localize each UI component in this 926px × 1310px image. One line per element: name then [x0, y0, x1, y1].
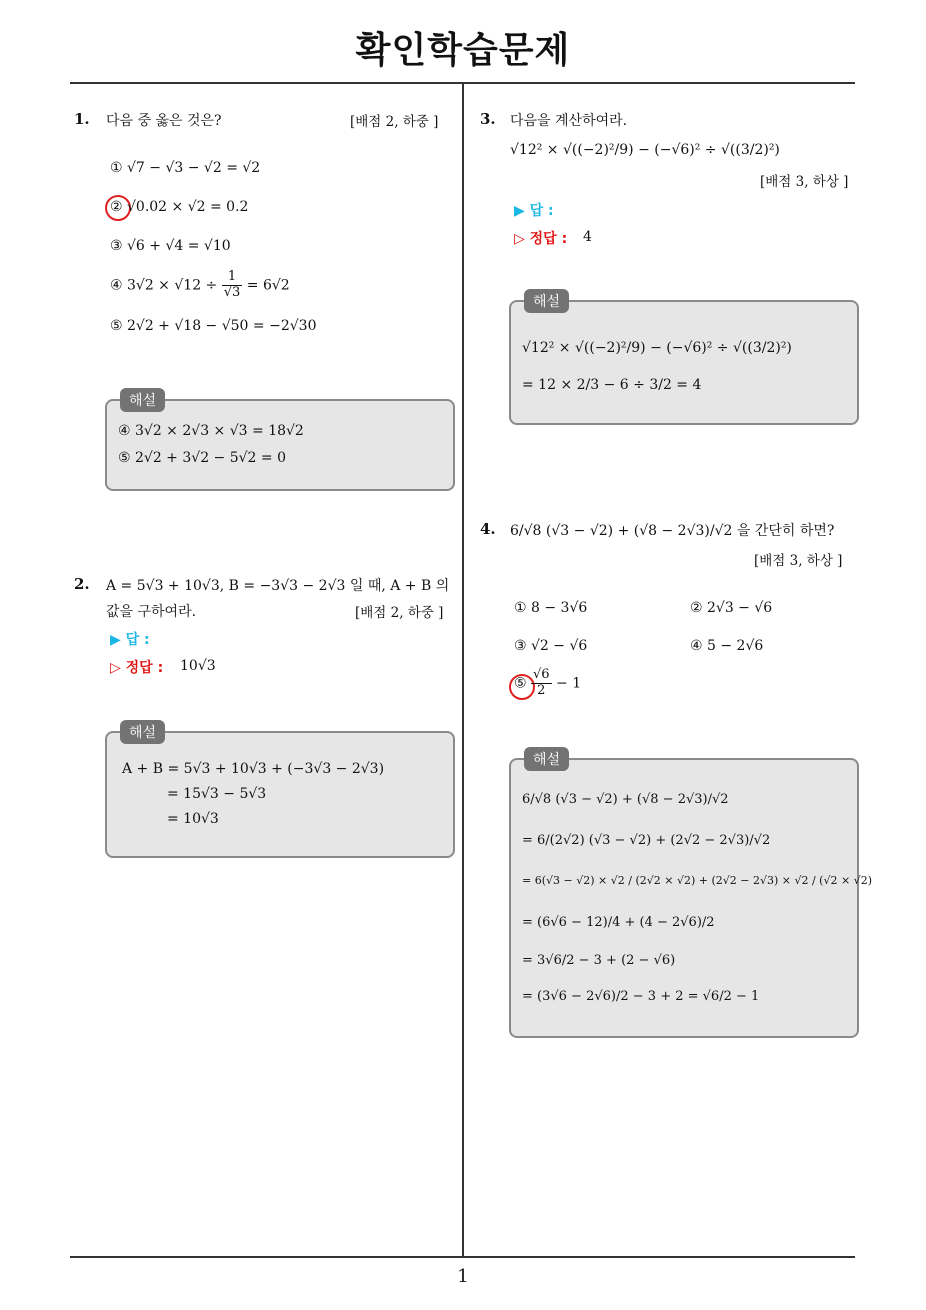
q1-choice-1[interactable]: ① √7 − √3 − √2 = √2	[110, 160, 261, 176]
q2-explanation-line-3: = 10√3	[167, 811, 219, 827]
q3-explanation-box	[509, 300, 859, 425]
q3-question: 다음을 계산하여라.	[510, 113, 628, 129]
q3-explanation-line-1: √12² × √((−2)²/9) − (−√6)² ÷ √((3/2)²)	[522, 340, 792, 356]
q3-explanation-line-2: = 12 × 2/3 − 6 ÷ 3/2 = 4	[522, 377, 702, 393]
q2-answer-label: ▶ 답 :	[110, 632, 150, 648]
q1-grade: [배점 2, 하중 ]	[350, 114, 439, 130]
q3-correct-value: 4	[583, 229, 592, 245]
q2-number: 2.	[74, 575, 90, 593]
page-number: 1	[457, 1266, 469, 1287]
q1-choice-4-fraction: $\frac{1}{√3}$	[223, 269, 241, 300]
q4-choice-5-fraction: $\frac{√6}{2}$	[533, 667, 550, 698]
q2-explanation-line-1: A + B = 5√3 + 10√3 + (−3√3 − 2√3)	[122, 761, 385, 777]
q1-explanation-line-2: ⑤ 2√2 + 3√2 − 5√2 = 0	[118, 450, 287, 466]
q4-choice-3[interactable]: ③ √2 − √6	[514, 638, 588, 654]
q1-choice-5[interactable]: ⑤ 2√2 + √18 − √50 = −2√30	[110, 318, 317, 334]
q2-question-line-2: 값을 구하여라.	[106, 604, 197, 620]
q4-choice-5-tail: − 1	[556, 675, 582, 692]
q4-explanation-line-2: = 6/(2√2) (√3 − √2) + (2√2 − 2√3)/√2	[522, 833, 771, 848]
q1-choice-4-tail: = 6√2	[246, 277, 290, 294]
q4-choice-1[interactable]: ① 8 − 3√6	[514, 600, 588, 616]
q1-number: 1.	[74, 110, 90, 128]
q1-choice-2[interactable]: ② √0.02 × √2 = 0.2	[110, 199, 249, 215]
q4-explanation-line-1: 6/√8 (√3 − √2) + (√8 − 2√3)/√2	[522, 792, 729, 807]
q2-grade: [배점 2, 하중 ]	[355, 605, 444, 621]
q2-correct-label: ▷ 정답 :	[110, 660, 164, 676]
q3-grade: [배점 3, 하상 ]	[760, 174, 849, 190]
q2-explanation-line-2: = 15√3 − 5√3	[167, 786, 267, 802]
q2-explanation-tag: 해설	[120, 720, 165, 744]
q3-expression: √12² × √((−2)²/9) − (−√6)² ÷ √((3/2)²)	[510, 142, 780, 158]
column-divider	[462, 84, 464, 1258]
q4-explanation-tag: 해설	[524, 747, 569, 771]
q4-choice-2[interactable]: ② 2√3 − √6	[690, 600, 773, 616]
q4-choice-5[interactable]	[514, 668, 581, 699]
q4-choice-5-num: ⑤	[514, 675, 527, 692]
q4-explanation-line-6: = (3√6 − 2√6)/2 − 3 + 2 = √6/2 − 1	[522, 989, 760, 1004]
q4-grade: [배점 3, 하상 ]	[754, 553, 843, 569]
q4-explanation-line-4: = (6√6 − 12)/4 + (4 − 2√6)/2	[522, 915, 715, 930]
q1-explanation-tag: 해설	[120, 388, 165, 412]
q2-explanation-box	[105, 731, 455, 858]
q4-explanation-line-5: = 3√6/2 − 3 + (2 − √6)	[522, 953, 676, 968]
q1-choice-3[interactable]: ③ √6 + √4 = √10	[110, 238, 231, 254]
q1-explanation-line-1: ④ 3√2 × 2√3 × √3 = 18√2	[118, 423, 304, 439]
q1-choice-4[interactable]	[110, 270, 290, 301]
q4-explanation-line-3: = 6(√3 − √2) × √2 / (2√2 × √2) + (2√2 − 2√3) × √2 / (√2 × √2)	[522, 874, 872, 887]
q4-number: 4.	[480, 520, 496, 538]
q3-correct-label: ▷ 정답 :	[514, 231, 568, 247]
q3-number: 3.	[480, 110, 496, 128]
footer-divider	[70, 1256, 855, 1258]
q1-question: 다음 중 옳은 것은?	[106, 113, 222, 129]
q1-explanation-box	[105, 399, 455, 491]
q3-explanation-tag: 해설	[524, 289, 569, 313]
q1-choice-4-text: ④ 3√2 × √12 ÷	[110, 277, 218, 294]
q2-correct-value: 10√3	[180, 658, 216, 674]
q2-question-line-1: A = 5√3 + 10√3, B = −3√3 − 2√3 일 때, A + B 의	[106, 578, 450, 594]
q3-answer-label: ▶ 답 :	[514, 203, 554, 219]
q4-choice-4[interactable]: ④ 5 − 2√6	[690, 638, 764, 654]
q4-question: 6/√8 (√3 − √2) + (√8 − 2√3)/√2 을 간단히 하면?	[510, 523, 835, 539]
page-title: 확인학습문제	[355, 30, 571, 71]
